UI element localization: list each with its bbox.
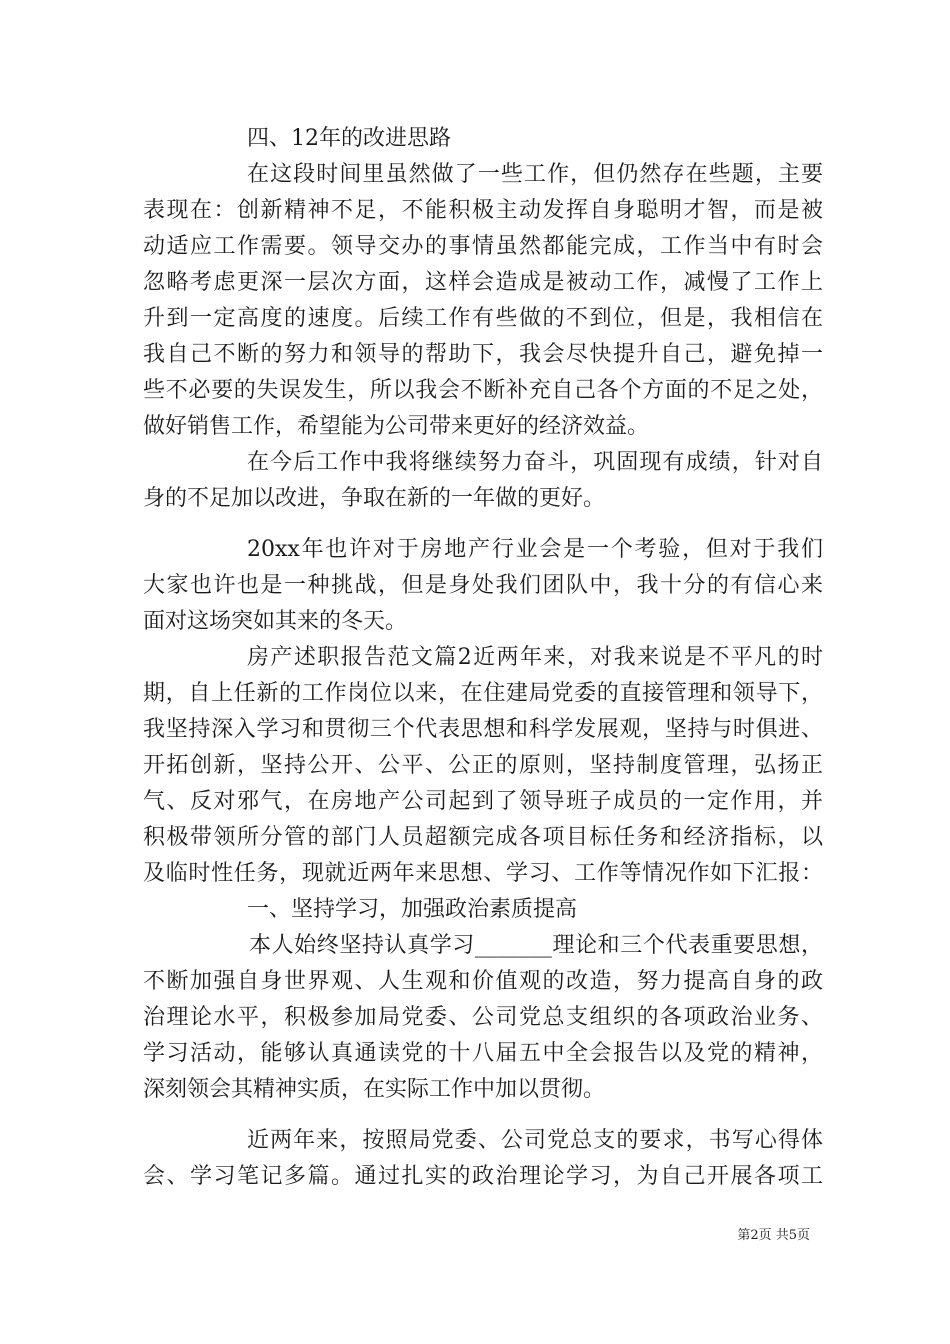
paragraph-line: 开拓创新，坚持公开、公平、公正的原则，坚持制度管理，弘扬正 [143, 753, 823, 778]
paragraph-line: 在这段时间里虽然做了一些工作，但仍然存在些题，主要 [247, 162, 823, 187]
section-heading: 四、12年的改进思路 [247, 126, 451, 151]
paragraph-line: 学习活动，能够认真通读党的十八届五中全会报告以及党的精神， [143, 1041, 823, 1066]
paragraph-line: 大家也许也是一种挑战，但是身处我们团队中，我十分的有信心来 [143, 573, 823, 598]
paragraph-line: 近两年来，按照局党委、公司党总支的要求，书写心得体 [247, 1128, 823, 1153]
page-number-footer: 第2页 共5页 [737, 1228, 810, 1243]
section-heading: 一、坚持学习，加强政治素质提高 [247, 897, 578, 922]
paragraph-line: 面对这场突如其来的冬天。 [143, 609, 408, 634]
paragraph-line: 不断加强自身世界观、人生观和价值观的改造，努力提高自身的政 [143, 969, 823, 994]
paragraph-line: 气、反对邪气，在房地产公司起到了领导班子成员的一定作用，并 [143, 789, 823, 814]
paragraph-line: 及临时性任务，现就近两年来思想、学习、工作等情况作如下汇报： [143, 861, 823, 886]
paragraph-line: 在今后工作中我将继续努力奋斗，巩固现有成绩，针对自 [247, 450, 823, 475]
paragraph-line: 深刻领会其精神实质，在实际工作中加以贯彻。 [143, 1077, 606, 1102]
paragraph-line: 会、学习笔记多篇。通过扎实的政治理论学习，为自己开展各项工 [143, 1164, 823, 1189]
paragraph-line: 身的不足加以改进，争取在新的一年做的更好。 [143, 486, 606, 511]
paragraph-line: 表现在：创新精神不足，不能积极主动发挥自身聪明才智，而是被 [143, 198, 823, 223]
paragraph-line: 些不必要的失误发生，所以我会不断补充自己各个方面的不足之处， [143, 378, 823, 403]
paragraph-line: 积极带领所分管的部门人员超额完成各项目标任务和经济指标，以 [143, 825, 823, 850]
paragraph-line: 本人始终坚持认真学习_______理论和三个代表重要思想， [249, 933, 823, 958]
paragraph-line: 忽略考虑更深一层次方面，这样会造成是被动工作，减慢了工作上 [143, 270, 823, 295]
paragraph-line: 20xx年也许对于房地产行业会是一个考验，但对于我们 [247, 537, 823, 562]
paragraph-line: 我自己不断的努力和领导的帮助下，我会尽快提升自己，避免掉一 [143, 342, 823, 367]
paragraph-line: 治理论水平，积极参加局党委、公司党总支组织的各项政治业务、 [143, 1005, 823, 1030]
paragraph-line: 房产述职报告范文篇2近两年来，对我来说是不平凡的时 [247, 645, 823, 670]
paragraph-line: 期，自上任新的工作岗位以来，在住建局党委的直接管理和领导下， [143, 681, 823, 706]
paragraph-line: 做好销售工作，希望能为公司带来更好的经济效益。 [143, 414, 650, 439]
paragraph-line: 动适应工作需要。领导交办的事情虽然都能完成，工作当中有时会 [143, 234, 823, 259]
paragraph-line: 升到一定高度的速度。后续工作有些做的不到位，但是，我相信在 [143, 306, 823, 331]
paragraph-line: 我坚持深入学习和贯彻三个代表思想和科学发展观，坚持与时俱进、 [143, 717, 823, 742]
